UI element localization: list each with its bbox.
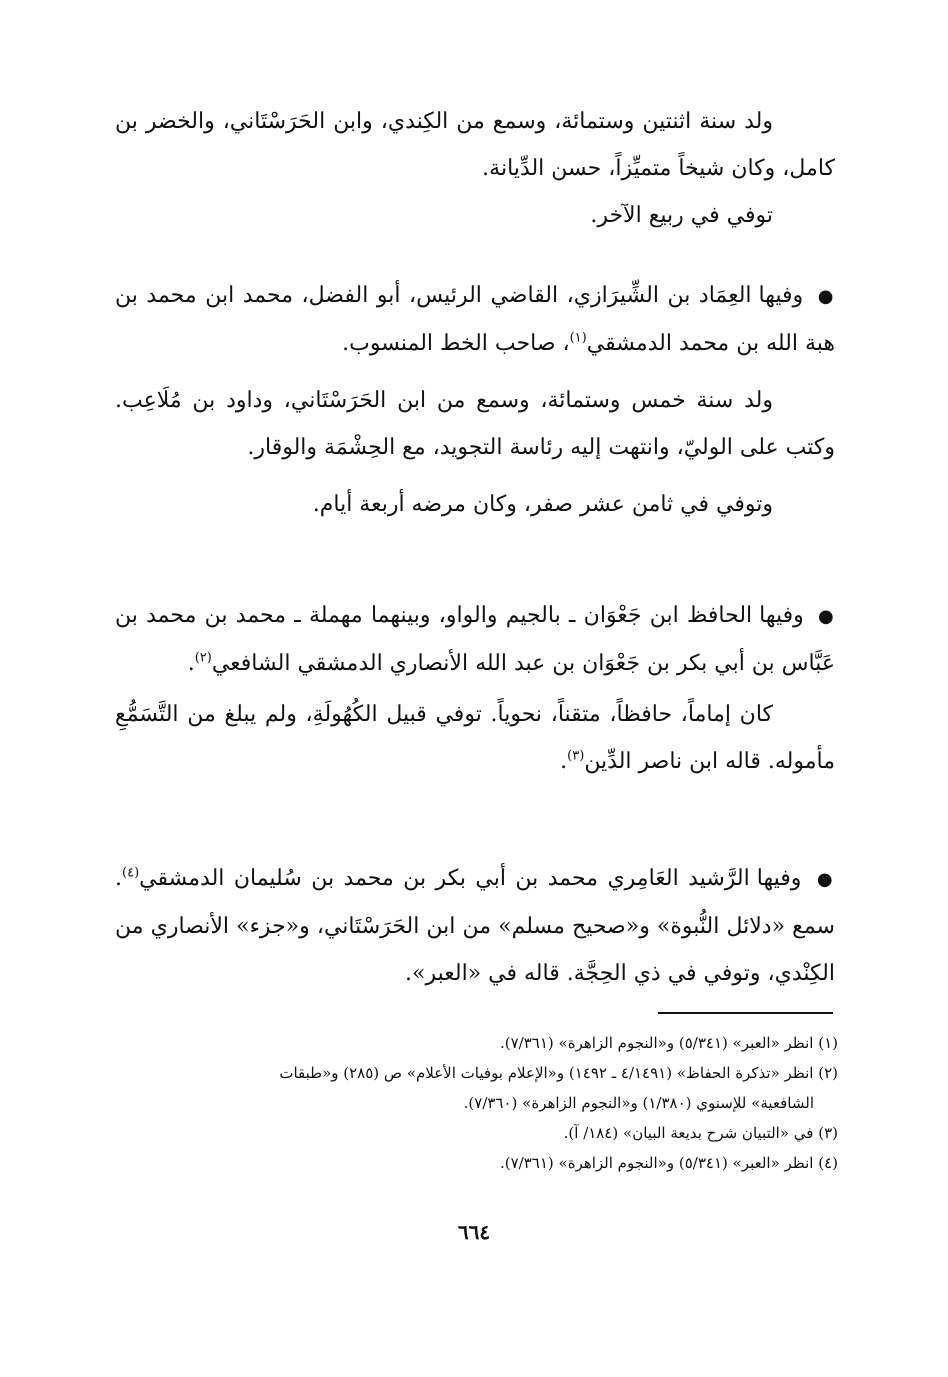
paragraph-3-text: وفيها العِمَاد بن الشِّيرَازي، القاضي الرئيس، أبو الفضل، محمد ابن محمد بن هبة الله بن محمد الدمشقي bbox=[115, 283, 835, 356]
paragraph-2: توفي في ربيع الآخر. bbox=[590, 203, 773, 228]
footnote-1: (١) انظر «العبر» (٥/٣٤١) و«النجوم الزاهرة» (٧/٣٦١). bbox=[499, 1034, 838, 1052]
paragraph-7-text: كان إماماً، حافظاً، متقناً، نحوياً. توفي قبيل الكُهُولَةِ، ولم يبلغ من التَّسَمُّعِ مأموله. قاله ابن ناصر الدِّين bbox=[115, 702, 835, 774]
paragraph-7 bbox=[115, 691, 835, 785]
paragraph-8-text-b: . سمع «دلائل النُّبوة» و«صحيح مسلم» من ابن الحَرَسْتَاني، و«جزء» الأنصاري من الكِنْدي، وتوفي في ذي الحِجَّة. قاله في «العبر». bbox=[115, 866, 835, 986]
footnote-ref-3: (٣) bbox=[567, 748, 585, 764]
paragraph-3 bbox=[115, 272, 835, 367]
footnote-ref-1: (١) bbox=[569, 330, 587, 346]
entry-imad bbox=[115, 272, 835, 528]
footnote-2-continued: الشافعية» للإسنوي (١/٣٨٠) و«النجوم الزاهرة» (٧/٣٦٠). bbox=[463, 1094, 814, 1112]
footnote-4: (٤) انظر «العبر» (٥/٣٤١) و«النجوم الزاهرة» (٧/٣٦١). bbox=[499, 1154, 838, 1172]
footnote-ref-2: (٢) bbox=[194, 650, 212, 666]
footnote-3: (٣) في «التبيان شرح بديعة البيان» (١٨٤/ آ). bbox=[563, 1124, 838, 1142]
paragraph-7-tail: . bbox=[560, 749, 568, 774]
paragraph-4: ولد سنة خمس وستمائة، وسمع من ابن الحَرَسْتَاني، وداود بن مُلَاعِب. وكتب على الوليّ، وانتهت إليه رئاسة التجويد، مع الحِشْمَة والوقار. bbox=[115, 388, 835, 460]
paragraph-1: ولد سنة اثنتين وستمائة، وسمع من الكِندي، وابن الحَرَسْتَاني، والخضر بن كامل، وكان شيخاً متميِّزاً، حسن الدِّيانة. bbox=[115, 109, 835, 181]
footnote-2: (٢) انظر «تذكرة الحفاظ» (٤/١٤٩١ ـ ١٤٩٢) و«الإعلام بوفيات الأعلام» ص (٢٨٥) و«طبقات bbox=[279, 1064, 838, 1082]
paragraph-6-text: وفيها الحافظ ابن جَعْوَان ـ بالجيم والواو، وبينهما مهملة ـ محمد بن محمد بن عَبَّاس بن أبي بكر بن جَعْوَان بن عبد الله الأنصاري الدمشقي الشافعي bbox=[115, 603, 835, 676]
entry-rashid bbox=[115, 855, 835, 997]
paragraph-3-tail: ، صاحب الخط المنسوب. bbox=[342, 331, 570, 356]
footnote-ref-4: (٤) bbox=[122, 865, 140, 881]
bullet-icon: ● bbox=[817, 286, 835, 307]
paragraph-6 bbox=[115, 592, 835, 687]
paragraph-8 bbox=[115, 855, 835, 997]
footnotes bbox=[120, 1028, 838, 1178]
footnote-separator bbox=[658, 1012, 833, 1014]
main-text-top bbox=[115, 98, 835, 239]
bullet-icon: ● bbox=[816, 869, 835, 890]
entry-jawan bbox=[115, 592, 835, 785]
paragraph-5: وتوفي في ثامن عشر صفر، وكان مرضه أربعة أيام. bbox=[312, 492, 773, 517]
page-number: ٦٦٤ bbox=[457, 1220, 491, 1244]
paragraph-8-text-a: وفيها الرَّشيد العَامِري محمد بن أبي بكر بن محمد بن سُليمان الدمشقي bbox=[139, 866, 802, 891]
paragraph-6-tail: . bbox=[187, 651, 195, 676]
bullet-icon: ● bbox=[818, 606, 836, 627]
